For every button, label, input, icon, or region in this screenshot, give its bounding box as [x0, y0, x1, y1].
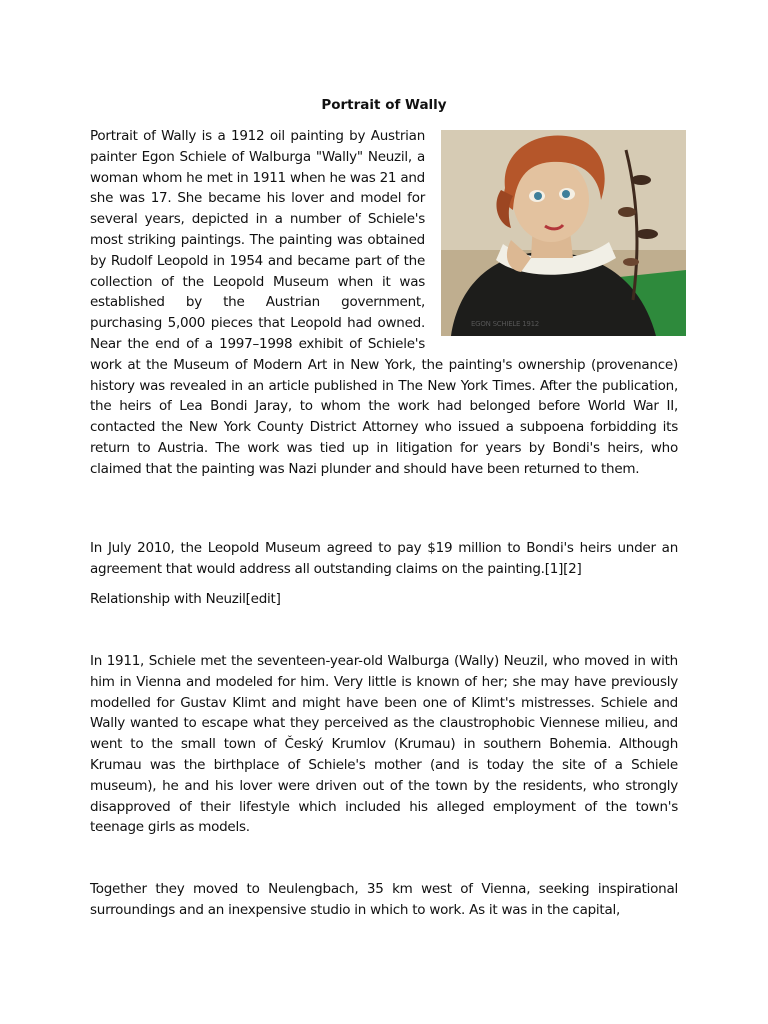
- paragraph-neulengbach: Together they moved to Neulengbach, 35 km west of Vienna, seeking inspirational surroundings and an inexpensive studio in which to work. As it was in the capital,: [90, 881, 678, 918]
- painting-leaf-1: [631, 175, 651, 185]
- painting-svg: [441, 130, 686, 336]
- paragraph-intro-block: [90, 126, 678, 480]
- section-heading-block: [90, 589, 678, 610]
- paragraph-relationship-block: [90, 651, 678, 838]
- paragraph-intro: Portrait of Wally is a 1912 oil painting by Austrian painter Egon Schiele of Walburga "Wally" Neuzil, a woman whom he met in 1911 when he was 21 and she was 17. She became his lover and model for several years, depicted in a number of Schiele's most striking paintings. The painting was obtained by Rudolf Leopold in 1954 and became part of the collection of the Leopold Museum when it was established by the Austrian government, purchasing 5,000 pieces that Leopold had owned. Near the end of a 1997–1998 exhibit of Schiele's work at the Museum of Modern Art in New York, the painting's ownership (provenance) history was revealed in an article published in The New York Times. After the publication, the heirs of Lea Bondi Jaray, to whom the work had belonged before World War II, contacted the New York County District Attorney who issued a subpoena forbidding its return to Austria. The work was tied up in litigation for years by Bondi's heirs, who claimed that the painting was Nazi plunder and should have been returned to them.: [90, 128, 678, 477]
- painting-right-iris: [562, 190, 570, 198]
- section-heading-relationship: Relationship with Neuzil[edit]: [90, 591, 281, 607]
- paragraph-settlement-block: [90, 538, 678, 580]
- painting-leaf-4: [623, 258, 639, 266]
- portrait-painting-image: [441, 130, 686, 336]
- paragraph-relationship: In 1911, Schiele met the seventeen-year-old Walburga (Wally) Neuzil, who moved in with him in Vienna and modeled for him. Very little is known of her; she may have previously modelled for Gustav Klimt and might have been one of Klimt's mistresses. Schiele and Wally wanted to escape what they perceived as the claustrophobic Viennese milieu, and went to the small town of Český Krumlov (Krumau) in southern Bohemia. Although Krumau was the birthplace of Schiele's mother (and is today the site of a Schiele museum), he and his lover were driven out of the town by the residents, who strongly disapproved of their lifestyle which included his alleged employment of the town's teenage girls as models.: [90, 653, 678, 836]
- painting-leaf-3: [636, 229, 658, 239]
- painting-signature: EGON SCHIELE 1912: [471, 320, 540, 328]
- paragraph-neulengbach-block: [90, 879, 678, 921]
- document-title: Portrait of Wally: [321, 97, 447, 113]
- painting-leaf-2: [618, 207, 636, 217]
- paragraph-settlement: In July 2010, the Leopold Museum agreed to pay $19 million to Bondi's heirs under an agreement that would address all outstanding claims on the painting.[1][2]: [90, 540, 678, 577]
- painting-left-iris: [534, 192, 542, 200]
